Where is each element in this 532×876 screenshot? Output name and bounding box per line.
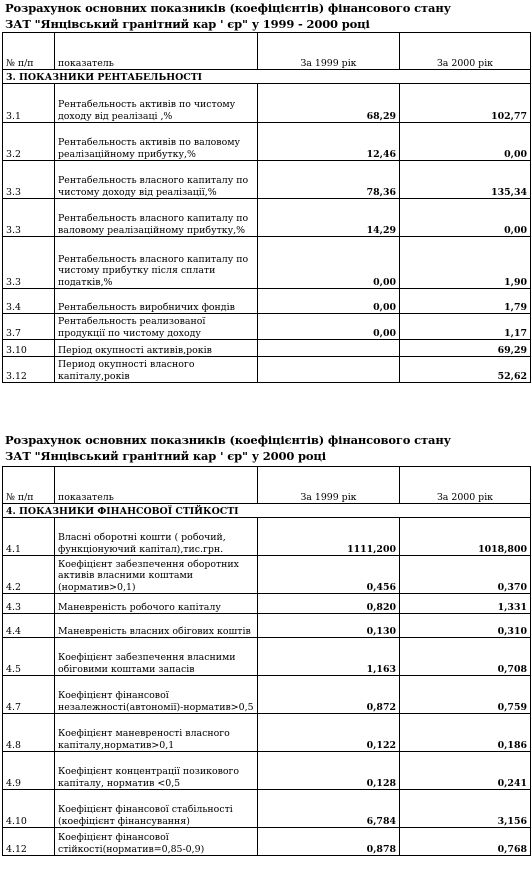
row-number: 4.12 bbox=[3, 828, 55, 856]
table-row bbox=[3, 237, 531, 289]
table-row bbox=[3, 289, 531, 314]
row-value-1999: 1111,200 bbox=[258, 518, 400, 556]
row-number: 4.8 bbox=[3, 714, 55, 752]
table-row bbox=[3, 638, 531, 676]
table-2-title-line-2: ЗАТ "Янцівський гранітний кар ' єр" у 2000 році bbox=[5, 449, 326, 463]
row-number: 3.4 bbox=[3, 289, 55, 314]
header-year-1999: За 1999 рік bbox=[258, 33, 400, 70]
row-indicator-name: Коефіцієнт фінансової стійкості(норматив=0,85-0,9) bbox=[55, 828, 258, 856]
row-value-2000: 3,156 bbox=[400, 790, 531, 828]
financial-stability-table bbox=[2, 466, 531, 856]
row-value-2000: 52,62 bbox=[400, 357, 531, 383]
header-name: показатель bbox=[55, 467, 258, 504]
row-value-1999 bbox=[258, 340, 400, 357]
profitability-table bbox=[2, 32, 531, 383]
table-row bbox=[3, 161, 531, 199]
header-year-1999: За 1999 рік bbox=[258, 467, 400, 504]
table-row bbox=[3, 199, 531, 237]
row-indicator-name: Рентабельность виробничих фондів bbox=[55, 289, 258, 314]
row-value-2000: 0,241 bbox=[400, 752, 531, 790]
row-value-1999: 0,878 bbox=[258, 828, 400, 856]
row-value-1999: 0,00 bbox=[258, 314, 400, 340]
table-row bbox=[3, 752, 531, 790]
row-value-1999: 0,122 bbox=[258, 714, 400, 752]
table-row bbox=[3, 340, 531, 357]
row-indicator-name: Маневреність робочого капіталу bbox=[55, 594, 258, 614]
row-indicator-name: Период окупності власного капіталу,років bbox=[55, 357, 258, 383]
row-value-2000: 0,00 bbox=[400, 199, 531, 237]
header-year-2000: За 2000 рік bbox=[400, 33, 531, 70]
row-number: 4.1 bbox=[3, 518, 55, 556]
row-number: 4.3 bbox=[3, 594, 55, 614]
row-number: 4.4 bbox=[3, 614, 55, 638]
row-indicator-name: Власні оборотні кошти ( робочий, функціонуючий капітал),тис.грн. bbox=[55, 518, 258, 556]
row-value-2000: 135,34 bbox=[400, 161, 531, 199]
row-indicator-name: Коефіцієнт концентрації позикового капіталу, норматив <0,5 bbox=[55, 752, 258, 790]
row-number: 3.3 bbox=[3, 237, 55, 289]
table-row bbox=[3, 614, 531, 638]
row-value-2000: 102,77 bbox=[400, 84, 531, 123]
row-indicator-name: Рентабельность власного капиталу по чистому доходу від реалізації,% bbox=[55, 161, 258, 199]
table-1-title-line-1: Розрахунок основних показників (коефіцієнтів) фінансового стану bbox=[5, 1, 451, 15]
row-value-2000: 0,708 bbox=[400, 638, 531, 676]
row-number: 3.1 bbox=[3, 84, 55, 123]
row-value-1999: 6,784 bbox=[258, 790, 400, 828]
table-row bbox=[3, 84, 531, 123]
table-2-title bbox=[5, 432, 532, 464]
row-number: 4.9 bbox=[3, 752, 55, 790]
section-row bbox=[3, 70, 531, 84]
row-value-2000: 1,79 bbox=[400, 289, 531, 314]
table-2-title-line-1: Розрахунок основних показників (коефіцієнтів) фінансового стану bbox=[5, 433, 451, 447]
row-number: 3.2 bbox=[3, 123, 55, 161]
section-row bbox=[3, 504, 531, 518]
row-indicator-name: Коефіцієнт фінансової незалежності(автономії)-норматив>0,5 bbox=[55, 676, 258, 714]
header-row bbox=[3, 467, 531, 504]
section-title: 4. ПОКАЗНИКИ ФІНАНСОВОЇ СТІЙКОСТІ bbox=[3, 504, 531, 518]
table-row bbox=[3, 790, 531, 828]
table-row bbox=[3, 556, 531, 594]
row-value-1999: 0,00 bbox=[258, 237, 400, 289]
section-title: 3. ПОКАЗНИКИ РЕНТАБЕЛЬНОСТІ bbox=[3, 70, 531, 84]
row-indicator-name: Рентабельность активів по чистому доходу від реалізаці ,% bbox=[55, 84, 258, 123]
row-value-2000: 0,00 bbox=[400, 123, 531, 161]
row-value-1999: 78,36 bbox=[258, 161, 400, 199]
row-number: 3.12 bbox=[3, 357, 55, 383]
row-value-1999: 0,130 bbox=[258, 614, 400, 638]
row-value-1999: 0,456 bbox=[258, 556, 400, 594]
row-value-2000: 1018,800 bbox=[400, 518, 531, 556]
row-number: 3.7 bbox=[3, 314, 55, 340]
row-number: 4.2 bbox=[3, 556, 55, 594]
row-indicator-name: Коефіцієнт забезпечення оборотних активів власними коштами (норматив>0,1) bbox=[55, 556, 258, 594]
row-value-2000: 69,29 bbox=[400, 340, 531, 357]
row-indicator-name: Рентабельность власного капиталу по чистому прибутку після сплати податків,% bbox=[55, 237, 258, 289]
header-name: показатель bbox=[55, 33, 258, 70]
table-row bbox=[3, 714, 531, 752]
row-indicator-name: Коефіцієнт забезпечення власними обіговими коштами запасів bbox=[55, 638, 258, 676]
row-number: 3.3 bbox=[3, 199, 55, 237]
row-value-1999: 68,29 bbox=[258, 84, 400, 123]
row-number: 3.10 bbox=[3, 340, 55, 357]
row-value-2000: 0,370 bbox=[400, 556, 531, 594]
row-indicator-name: Період окупності активів,років bbox=[55, 340, 258, 357]
row-number: 4.7 bbox=[3, 676, 55, 714]
row-indicator-name: Рентабельность реализованої продукції по чистому доходу bbox=[55, 314, 258, 340]
table-row bbox=[3, 828, 531, 856]
row-number: 4.10 bbox=[3, 790, 55, 828]
row-value-1999: 12,46 bbox=[258, 123, 400, 161]
header-no: № п/п bbox=[3, 467, 55, 504]
row-number: 3.3 bbox=[3, 161, 55, 199]
row-value-1999: 0,00 bbox=[258, 289, 400, 314]
row-value-1999: 0,820 bbox=[258, 594, 400, 614]
row-number: 4.5 bbox=[3, 638, 55, 676]
header-year-2000: За 2000 рік bbox=[400, 467, 531, 504]
table-row bbox=[3, 123, 531, 161]
row-indicator-name: Рентабельность власного капиталу по валовому реалізаційному прибутку,% bbox=[55, 199, 258, 237]
row-value-2000: 0,310 bbox=[400, 614, 531, 638]
row-value-2000: 1,331 bbox=[400, 594, 531, 614]
row-value-1999: 14,29 bbox=[258, 199, 400, 237]
row-value-2000: 0,759 bbox=[400, 676, 531, 714]
row-indicator-name: Коефіцієнт фінансової стабільності (коефіцієнт фінансування) bbox=[55, 790, 258, 828]
table-row bbox=[3, 594, 531, 614]
table-1-title bbox=[5, 0, 532, 32]
row-value-2000: 1,90 bbox=[400, 237, 531, 289]
row-value-2000: 1,17 bbox=[400, 314, 531, 340]
header-no: № п/п bbox=[3, 33, 55, 70]
table-row bbox=[3, 314, 531, 340]
row-value-2000: 0,186 bbox=[400, 714, 531, 752]
row-indicator-name: Коефіцієнт маневреності власного капіталу,норматив>0,1 bbox=[55, 714, 258, 752]
header-row bbox=[3, 33, 531, 70]
row-value-1999: 1,163 bbox=[258, 638, 400, 676]
row-indicator-name: Маневреність власних обігових коштів bbox=[55, 614, 258, 638]
table-row bbox=[3, 676, 531, 714]
row-value-1999: 0,128 bbox=[258, 752, 400, 790]
row-value-1999: 0,872 bbox=[258, 676, 400, 714]
row-indicator-name: Рентабельность активів по валовому реалізаційному прибутку,% bbox=[55, 123, 258, 161]
row-value-2000: 0,768 bbox=[400, 828, 531, 856]
row-value-1999 bbox=[258, 357, 400, 383]
table-row bbox=[3, 518, 531, 556]
table-1-title-line-2: ЗАТ "Янцівський гранітний кар ' єр" у 1999 - 2000 році bbox=[5, 17, 370, 31]
table-row bbox=[3, 357, 531, 383]
